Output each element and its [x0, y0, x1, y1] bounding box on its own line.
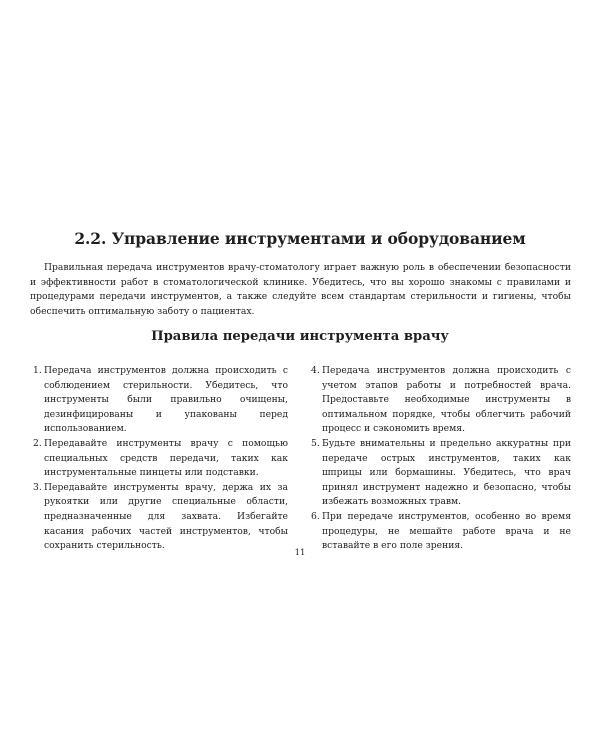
- rule-number: 6.: [311, 510, 320, 522]
- rule-text: Передача инструментов должна происходить с учетом этапов работы и потребностей врача. Предоставьте необходимые инструменты в оптимальном порядке, чтобы облегчить рабочий процесс и сэкономить время.: [322, 365, 571, 435]
- rule-text: Передавайте инструменты врачу, держа их за рукоятки или другие специальные области, предназначенные для захвата. Избегайте касания рабочих частей инструментов, чтобы сохранить стерильность.: [44, 481, 288, 552]
- rule-number: 4.: [311, 365, 320, 376]
- intro-paragraph: Правильная передача инструментов врачу-стоматологу играет важную роль в обеспечении безопасности и эффективности работ в стоматологической клинике. Убедитесь, что вы хорошо знакомы с правилами и процедурами передачи инструментов, а также следуйте всем стандартам стерильности и гигиены, чтобы обеспечить оптимальную заботу о пациентах.: [30, 262, 571, 317]
- rule-text: При передаче инструментов, особенно во время процедуры, не мешайте работе врача и не вставайте в его поле зрения.: [322, 510, 571, 552]
- rule-text: Передавайте инструменты врачу с помощью специальных средств передачи, таких как инструментальные пинцеты или подставки.: [44, 437, 288, 479]
- page-number: 11: [294, 548, 306, 558]
- section-title: 2.2. Управление инструментами и оборудованием: [74, 229, 526, 248]
- rule-text: Будьте внимательны и предельно аккуратны при передаче острых инструментов, таких как шприцы или бормашины. Убедитесь, что врач принял инструмент надежно и безопасно, чтобы избежать возможных травм.: [322, 437, 571, 508]
- rule-item: [33, 437, 288, 481]
- rule-number: 3.: [33, 481, 42, 493]
- rule-text: Передача инструментов должна происходить с соблюдением стерильности. Убедитесь, что инструменты были правильно очищены, дезинфицированы и упакованы перед использованием.: [44, 365, 288, 435]
- rules-title: Правила передачи инструмента врачу: [151, 329, 449, 344]
- rule-item: [33, 364, 288, 437]
- rule-number: 2.: [33, 437, 42, 449]
- rule-item: [311, 437, 571, 510]
- rule-number: 1.: [33, 365, 42, 376]
- rule-item: [311, 364, 571, 437]
- rules-list-right: [311, 364, 571, 554]
- rule-number: 5.: [311, 437, 320, 449]
- rule-item: [33, 481, 288, 554]
- rules-list-left: [33, 364, 288, 554]
